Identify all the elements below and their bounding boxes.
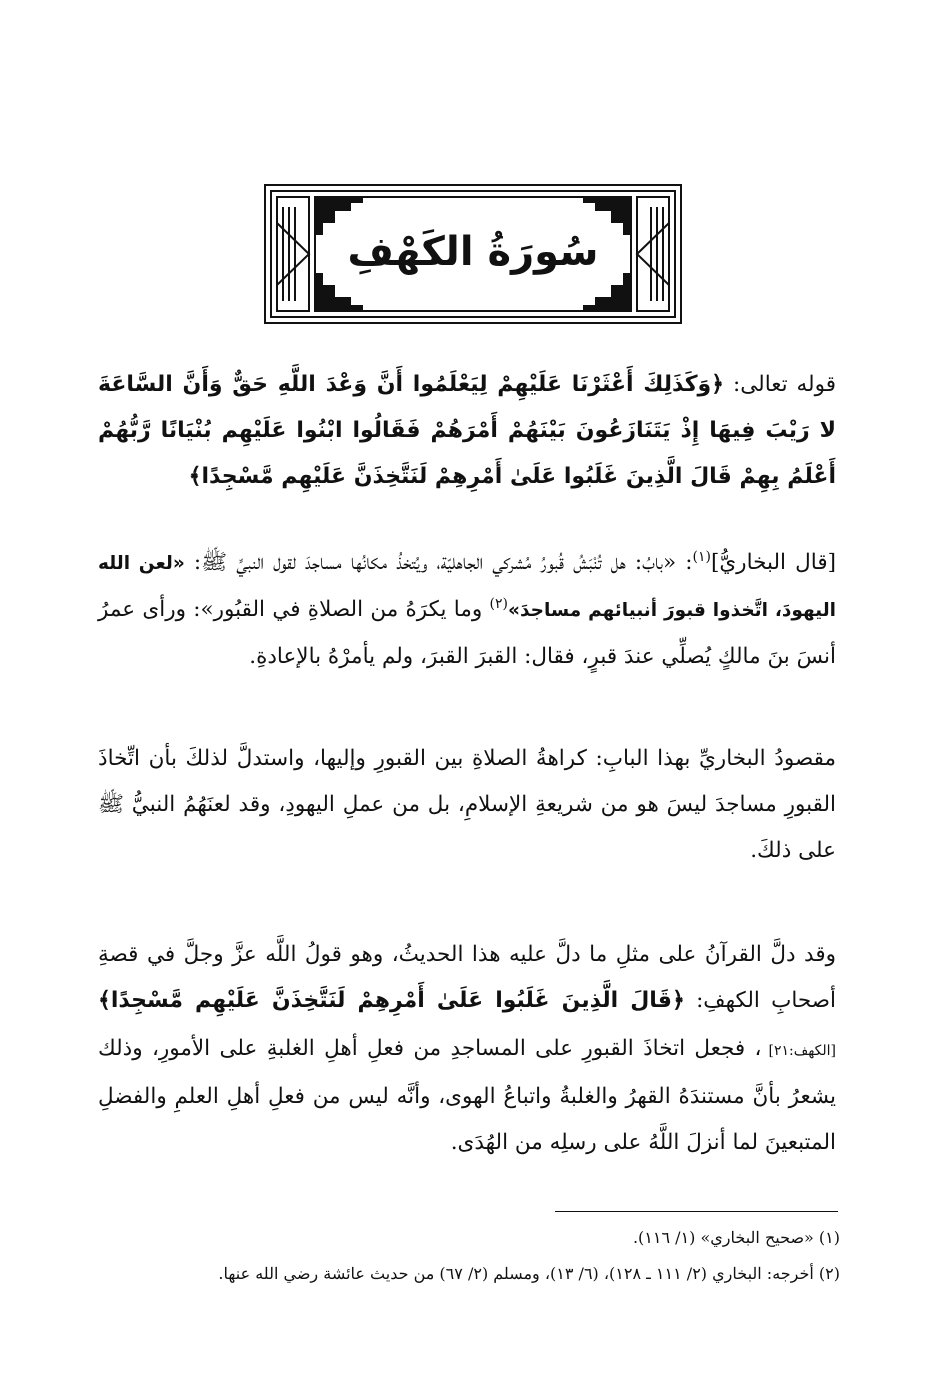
footnote-1: (١) «صحيح البخاري» (١/ ١١٦). xyxy=(632,1228,840,1247)
paragraph-quran-evidence xyxy=(98,932,836,1166)
paragraph-quran-verse xyxy=(98,362,836,500)
surah-title: سُورَةُ الكَهْفِ xyxy=(347,229,599,275)
hadith-quote: «لعن الله اليهودَ، اتَّخذوا قبورَ أنبيائهم مساجدَ» xyxy=(98,553,837,621)
text-segment: مقصودُ البخاريِّ بهذا البابِ: كراهةُ الصلاةِ بين القبورِ وإليها، واستدلَّ لذلكَ بأن اتِّخاذَ القبورِ مساجدَ ليسَ هو من شريعةِ الإسلامِ، بل من عملِ اليهودِ، وقد لعنَهُمُ النبيُّ ﷺ على ذلكَ. xyxy=(98,746,836,863)
quran-verse: ﴿وَكَذَلِكَ أَعْثَرْنَا عَلَيْهِمْ لِيَعْلَمُوا أَنَّ وَعْدَ اللَّهِ حَقٌّ وَأَنَّ السَّاعَةَ لا رَيْبَ فِيهَا إِذْ يَتَنَازَعُونَ بَيْنَهُمْ أَمْرَهُمْ فَقَالُوا ابْنُوا عَلَيْهِم بُنْيَانًا رَّبُّهُمْ أَعْلَمُ بِهِمْ قَالَ الَّذِينَ غَلَبُوا عَلَىٰ أَمْرِهِمْ لَنَتَّخِذَنَّ عَلَيْهِم مَّسْجِدًا﴾ xyxy=(98,372,836,489)
surah-heading-frame xyxy=(263,183,683,325)
paragraph-bukhari-chapter xyxy=(98,540,836,680)
verse-reference: [الكهف:٢١] xyxy=(761,1043,836,1059)
footnote-ref: (١) xyxy=(692,548,711,565)
intro-text: قوله تعالى: xyxy=(724,372,836,397)
paragraph-explanation xyxy=(98,736,836,874)
footnotes xyxy=(98,1220,840,1292)
text-segment: وما يكرَهُ من الصلاةِ في القبُور»: ورأى عمرُ أنسَ بنَ مالكٍ يُصلِّي عندَ قبرٍ، فقال: القبرَ القبرَ، ولم يأمرْهُ بالإعادةِ. xyxy=(98,597,836,669)
footnote-ref: (٢) xyxy=(489,595,508,612)
footnote-2: (٢) أخرجه: البخاري (٢/ ١١١ ـ ١٢٨)، (٦/ ١٣)، ومسلم (٢/ ٦٧) من حديث عائشة رضي الله عنها. xyxy=(218,1264,840,1283)
text-segment: وقد دلَّ القرآنُ على مثلِ ما دلَّ عليه هذا الحديثُ، وهو قولُ اللَّه عزَّ وجلَّ في قصةِ أصحابِ الكهفِ: xyxy=(98,942,836,1013)
text-segment: : «بابُ: هل تُنْبَشُ قُبورُ مُشركي الجاهليّة، ويُتخذُ مكانُها مساجدَ لقول النبيِّ ﷺ: xyxy=(184,550,693,575)
text-segment: [قال البخاريُّ] xyxy=(710,550,836,575)
footnote-divider xyxy=(555,1211,838,1212)
quran-verse: ﴿قَالَ الَّذِينَ غَلَبُوا عَلَىٰ أَمْرِهِمْ لَنَتَّخِذَنَّ عَلَيْهِم مَّسْجِدًا﴾ xyxy=(98,988,685,1013)
text-segment: ، فجعل اتخاذَ القبورِ على المساجدِ من فعلِ أهلِ الغلبةِ على الأمورِ، وذلك يشعرُ بأنَّ مستندَهُ القهرُ والغلبةُ واتباعُ الهوى، وأنَّه ليس من فعلِ أهلِ العلمِ والفضلِ المتبعينَ لما أنزلَ اللَّهُ على رسلِه من الهُدَى. xyxy=(98,1036,836,1155)
